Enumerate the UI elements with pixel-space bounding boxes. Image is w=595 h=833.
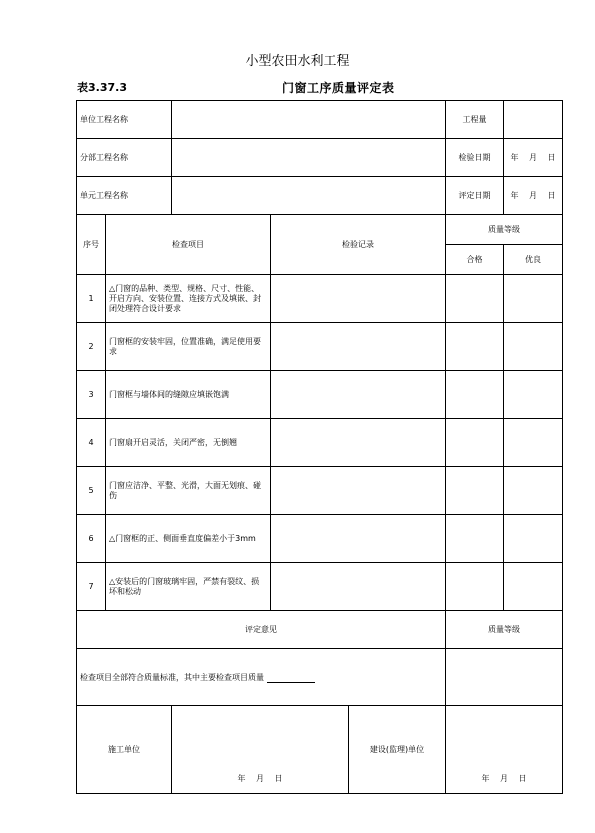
owner-date: 年 月 日 [481, 774, 527, 783]
table-row [77, 275, 563, 323]
record-cell[interactable] [271, 275, 446, 323]
pass-cell[interactable] [446, 275, 504, 323]
quantity-label: 工程量 [446, 101, 504, 139]
check-item: 门窗扇开启灵活，关闭严密，无倒翘 [106, 419, 271, 467]
row-number: 3 [77, 371, 106, 419]
table-row [77, 563, 563, 611]
element-field[interactable] [172, 177, 446, 215]
grade-header: 质量等级 [446, 215, 563, 245]
form-title: 门窗工序质量评定表 [282, 81, 395, 95]
record-cell[interactable] [271, 419, 446, 467]
row-number: 4 [77, 419, 106, 467]
record-cell[interactable] [271, 323, 446, 371]
row-number: 2 [77, 323, 106, 371]
row-number: 7 [77, 563, 106, 611]
table-row [77, 515, 563, 563]
excellent-header: 优良 [504, 245, 563, 275]
eval-grade-label: 质量等级 [446, 611, 563, 649]
row-number: 5 [77, 467, 106, 515]
seq-header: 序号 [77, 215, 106, 275]
row-number: 6 [77, 515, 106, 563]
eval-grade-field[interactable] [446, 649, 563, 706]
project-category: 小型农田水利工程 [245, 54, 350, 69]
check-item: △安装后的门窗玻璃牢固，严禁有裂纹、损坏和松动 [106, 563, 271, 611]
opinion-label: 评定意见 [77, 611, 446, 649]
record-header: 检验记录 [271, 215, 446, 275]
division-label: 分部工程名称 [77, 139, 172, 177]
record-cell[interactable] [271, 515, 446, 563]
pass-cell[interactable] [446, 323, 504, 371]
check-item: 门窗框的安装牢固，位置准确，满足使用要求 [106, 323, 271, 371]
table-row [77, 467, 563, 515]
unit-project-field[interactable] [172, 101, 446, 139]
division-field[interactable] [172, 139, 446, 177]
contractor-date: 年 月 日 [237, 774, 283, 783]
contractor-sign-field[interactable] [172, 706, 349, 794]
excellent-cell[interactable] [504, 275, 563, 323]
record-cell[interactable] [271, 563, 446, 611]
excellent-cell[interactable] [504, 419, 563, 467]
quantity-field[interactable] [504, 101, 563, 139]
item-header: 检查项目 [106, 215, 271, 275]
excellent-cell[interactable] [504, 515, 563, 563]
inspect-date-label: 检验日期 [446, 139, 504, 177]
pass-cell[interactable] [446, 467, 504, 515]
check-item: △门窗的品种、类型、规格、尺寸、性能、开启方向、安装位置、连接方式及填嵌、封闭处理符合设计要求 [106, 275, 271, 323]
grade-blank[interactable] [267, 673, 315, 683]
opinion-statement [77, 649, 446, 706]
pass-cell[interactable] [446, 419, 504, 467]
evaluation-table [76, 100, 563, 794]
excellent-cell[interactable] [504, 563, 563, 611]
pass-cell[interactable] [446, 515, 504, 563]
excellent-cell[interactable] [504, 323, 563, 371]
record-cell[interactable] [271, 467, 446, 515]
pass-cell[interactable] [446, 563, 504, 611]
owner-label: 建设(监理)单位 [349, 706, 446, 794]
record-cell[interactable] [271, 371, 446, 419]
form-code: 表3.37.3 [77, 81, 127, 94]
pass-header: 合格 [446, 245, 504, 275]
table-row [77, 323, 563, 371]
check-item: 门窗应洁净、平整、光滑，大面无划痕、碰伤 [106, 467, 271, 515]
row-number: 1 [77, 275, 106, 323]
excellent-cell[interactable] [504, 371, 563, 419]
pass-cell[interactable] [446, 371, 504, 419]
opinion-text: 检查项目全部符合质量标准，其中主要检查项目质量 [80, 672, 264, 682]
owner-sign-field[interactable] [446, 706, 563, 794]
eval-date-field[interactable]: 年 月 日 [504, 177, 563, 215]
check-item: △门窗框的正、侧面垂直度偏差小于3mm [106, 515, 271, 563]
unit-project-label: 单位工程名称 [77, 101, 172, 139]
check-item: 门窗框与墙体间的缝隙应填嵌饱满 [106, 371, 271, 419]
table-row [77, 419, 563, 467]
contractor-label: 施工单位 [77, 706, 172, 794]
excellent-cell[interactable] [504, 467, 563, 515]
table-row [77, 371, 563, 419]
eval-date-label: 评定日期 [446, 177, 504, 215]
element-label: 单元工程名称 [77, 177, 172, 215]
inspect-date-field[interactable]: 年 月 日 [504, 139, 563, 177]
